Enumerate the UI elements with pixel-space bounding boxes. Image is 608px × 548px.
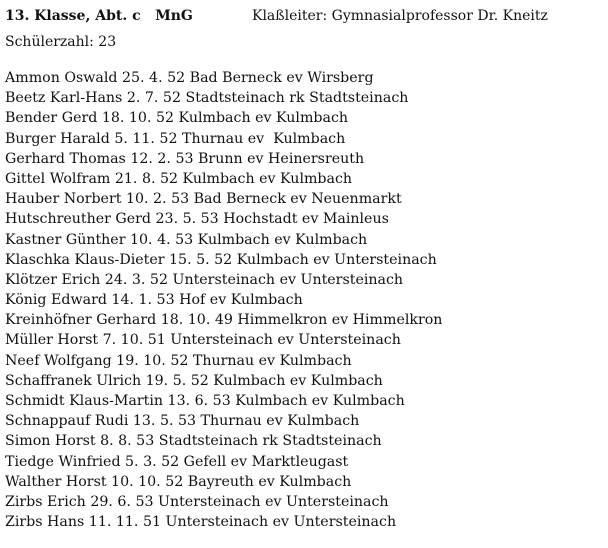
student-row: Tiedge Winfried 5. 3. 52 Gefell ev Marktleugast	[5, 453, 349, 470]
student-row: Ammon Oswald 25. 4. 52 Bad Berneck ev Wirsberg	[5, 70, 374, 86]
student-row: Kastner Günther 10. 4. 53 Kulmbach ev Kulmbach	[5, 231, 368, 248]
student-row: Gittel Wolfram 21. 8. 52 Kulmbach ev Kulmbach	[5, 170, 353, 187]
student-row: Zirbs Hans 11. 11. 51 Untersteinach ev Untersteinach	[5, 514, 397, 531]
class-teacher: Klaßleiter: Gymnasialprofessor Dr. Kneitz	[252, 8, 548, 24]
class-title: 13. Klasse, Abt. c MnG	[5, 8, 193, 24]
student-row: Walther Horst 10. 10. 52 Bayreuth ev Kulmbach	[5, 473, 352, 490]
student-row: Burger Harald 5. 11. 52 Thurnau ev Kulmbach	[5, 130, 346, 147]
student-row: Hutschreuther Gerd 23. 5. 53 Hochstadt ev Mainleus	[5, 211, 389, 228]
student-list	[5, 68, 605, 532]
student-row: Neef Wolfgang 19. 10. 52 Thurnau ev Kulmbach	[5, 352, 352, 369]
student-row: Klötzer Erich 24. 3. 52 Untersteinach ev Untersteinach	[5, 271, 404, 288]
student-row: Kreinhöfner Gerhard 18. 10. 49 Himmelkron ev Himmelkron	[5, 312, 443, 329]
class-header	[5, 6, 605, 26]
student-row: Beetz Karl-Hans 2. 7. 52 Stadtsteinach rk Stadtsteinach	[5, 90, 409, 107]
student-count: Schülerzahl: 23	[5, 34, 117, 50]
student-row: Müller Horst 7. 10. 51 Untersteinach ev Untersteinach	[5, 332, 401, 349]
student-row: Schnappauf Rudi 13. 5. 53 Thurnau ev Kulmbach	[5, 413, 360, 430]
student-row: König Edward 14. 1. 53 Hof ev Kulmbach	[5, 292, 303, 309]
student-row: Gerhard Thomas 12. 2. 53 Brunn ev Heinersreuth	[5, 150, 365, 167]
student-row: Schmidt Klaus-Martin 13. 6. 53 Kulmbach ev Kulmbach	[5, 393, 405, 409]
document-page	[5, 6, 605, 548]
student-row: Zirbs Erich 29. 6. 53 Untersteinach ev Untersteinach	[5, 493, 389, 510]
student-row: Bender Gerd 18. 10. 52 Kulmbach ev Kulmbach	[5, 110, 349, 127]
student-row: Hauber Norbert 10. 2. 53 Bad Berneck ev Neuenmarkt	[5, 191, 402, 208]
student-row: Schaffranek Ulrich 19. 5. 52 Kulmbach ev Kulmbach	[5, 372, 383, 389]
student-row: Simon Horst 8. 8. 53 Stadtsteinach rk Stadtsteinach	[5, 433, 382, 450]
student-row: Klaschka Klaus-Dieter 15. 5. 52 Kulmbach ev Untersteinach	[5, 251, 437, 268]
